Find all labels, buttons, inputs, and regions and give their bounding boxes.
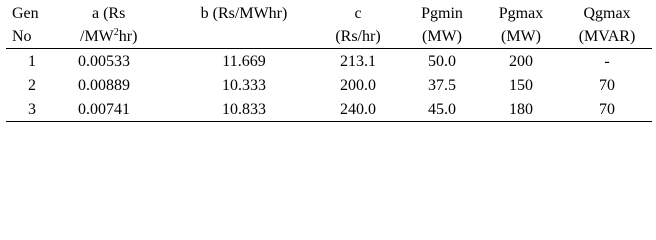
header-pgmin-unit: (MW) (404, 25, 480, 49)
table-row (6, 97, 652, 122)
table-row (6, 73, 652, 97)
header-gen-no: No (6, 25, 68, 49)
cell-qgmax: 70 (599, 76, 615, 94)
cell-b: 10.833 (176, 97, 312, 122)
header-a-unit-pre: /MW (80, 28, 114, 45)
cell-c: 213.1 (340, 52, 376, 70)
cell-a: 0.00889 (78, 76, 130, 94)
cell-pgmin: 45.0 (404, 97, 480, 122)
header-pgmin: Pgmin (421, 5, 463, 22)
header-qgmax-unit: (MVAR) (562, 25, 652, 49)
generator-data-table (6, 2, 652, 122)
table-row (6, 49, 652, 74)
header-c-unit: (Rs/hr) (312, 25, 404, 49)
header-pgmax: Pgmax (498, 5, 544, 22)
header-c: c (354, 5, 362, 22)
cell-qgmax: 70 (562, 97, 652, 122)
cell-pgmax: 200 (509, 52, 533, 70)
cell-a: 0.00741 (68, 97, 176, 122)
header-pgmax-unit: (MW) (480, 25, 562, 49)
header-b-unit (176, 25, 312, 49)
header-row-2 (6, 25, 652, 49)
cell-c: 200.0 (340, 76, 376, 94)
cell-b: 10.333 (222, 76, 266, 94)
cell-qgmax: - (604, 52, 610, 70)
table-header (6, 2, 652, 49)
cell-a: 0.00533 (78, 52, 130, 70)
cell-pgmax: 180 (480, 97, 562, 122)
generator-data-table-container (6, 2, 652, 122)
cell-gen-no: 3 (6, 97, 68, 122)
cell-gen-no: 2 (28, 76, 36, 94)
cell-pgmin: 50.0 (428, 52, 456, 70)
cell-gen-no: 1 (28, 52, 36, 70)
cell-pgmin: 37.5 (428, 76, 456, 94)
cell-b: 11.669 (222, 52, 266, 70)
header-a-unit-superscript: 2 (113, 27, 119, 38)
header-a-unit-post: hr) (118, 28, 138, 45)
header-a-unit (68, 25, 176, 49)
cell-pgmax: 150 (509, 76, 533, 94)
table-body (6, 49, 652, 122)
header-row-1 (6, 2, 652, 25)
header-b: b (Rs/MWhr) (200, 5, 288, 22)
header-qgmax: Qgmax (583, 5, 631, 22)
header-gen: Gen (12, 5, 39, 22)
header-a: a (Rs (92, 5, 126, 22)
cell-c: 240.0 (312, 97, 404, 122)
